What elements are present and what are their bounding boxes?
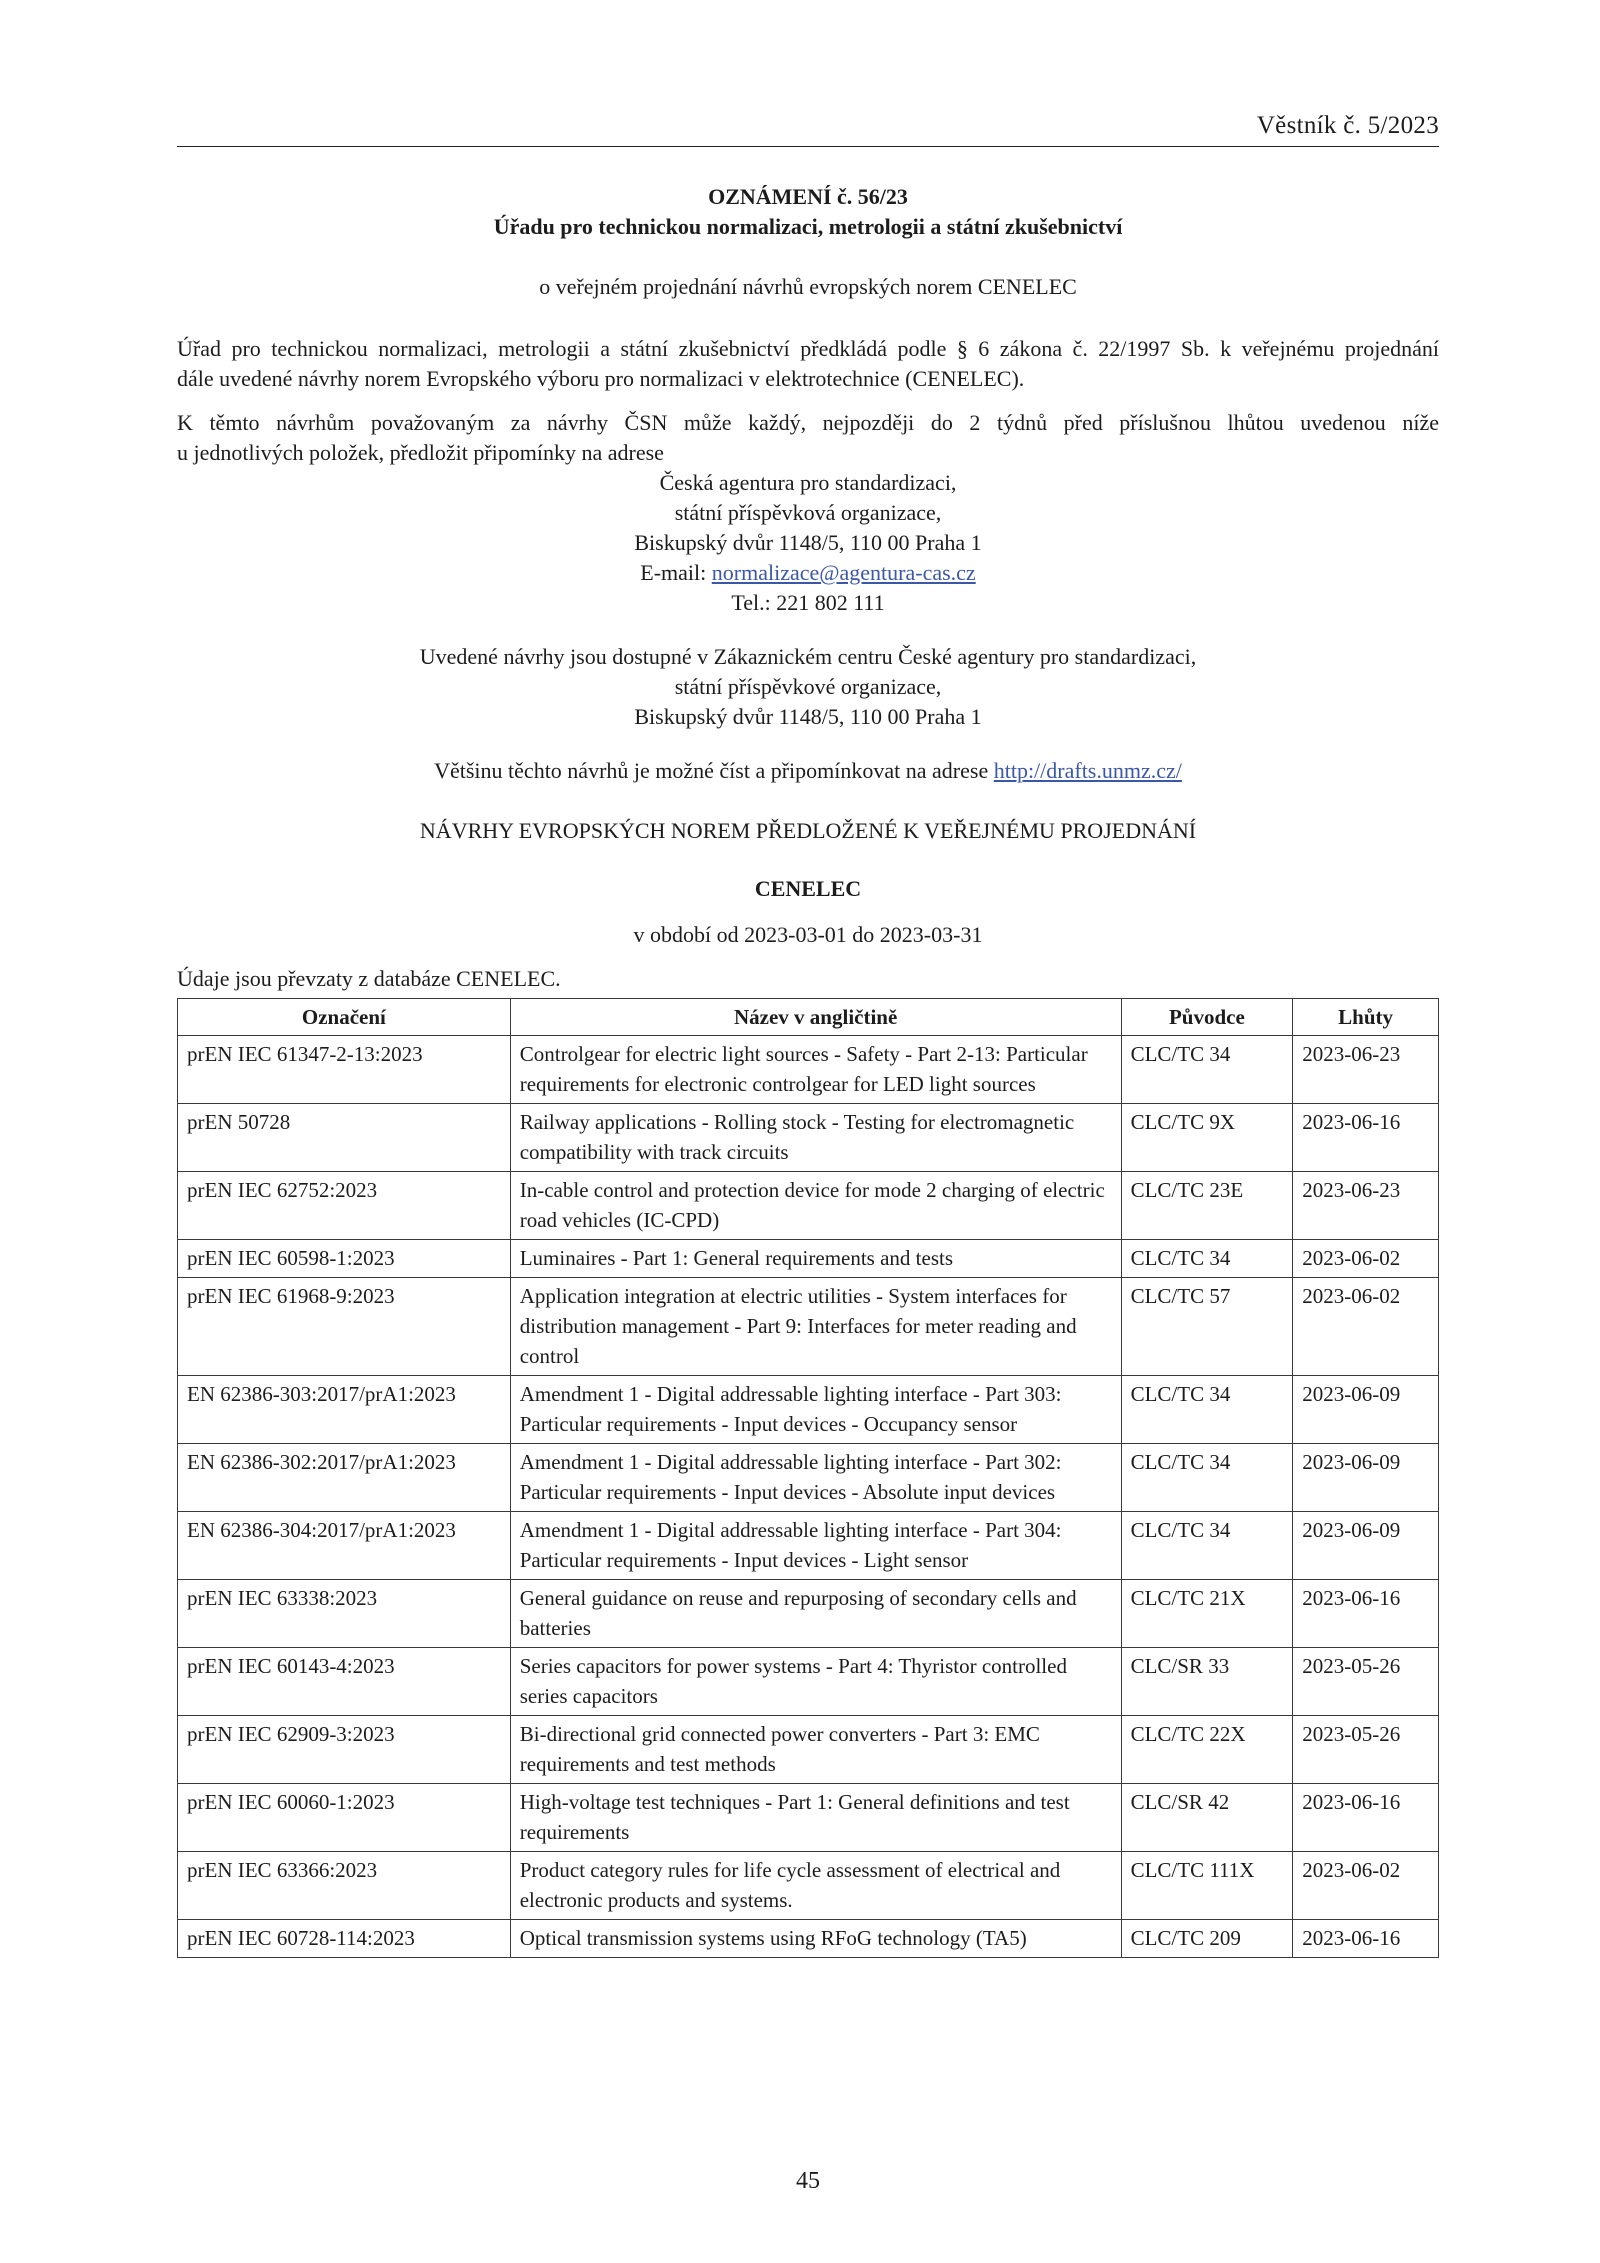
col-header-title: Název v angličtině [510, 999, 1121, 1036]
announcement-title: OZNÁMENÍ č. 56/23 [708, 184, 908, 209]
cell-id: prEN IEC 60598-1:2023 [178, 1240, 511, 1278]
cell-origin: CLC/SR 42 [1121, 1784, 1293, 1852]
online-drafts-line [177, 758, 1439, 784]
cell-title: Amendment 1 - Digital addressable lighting interface - Part 304: Particular requirements - Input devices - Light sensor [510, 1512, 1121, 1580]
cell-title: Controlgear for electric light sources - Safety - Part 2-13: Particular requirements for electronic controlgear for LED light sources [510, 1036, 1121, 1104]
col-header-origin: Původce [1121, 999, 1293, 1036]
table-row [178, 1444, 1439, 1512]
table-row [178, 1278, 1439, 1376]
cell-origin: CLC/TC 23E [1121, 1172, 1293, 1240]
cell-title: Optical transmission systems using RFoG technology (TA5) [510, 1920, 1121, 1958]
comments-line-1: K těmto návrhům považovaným za návrhy ČSN může každý, nejpozději do 2 týdnů před příslušnou lhůtou uvedenou níže [177, 410, 1439, 435]
table-row [178, 1648, 1439, 1716]
cell-deadline: 2023-06-16 [1293, 1104, 1439, 1172]
contact-address [177, 468, 1439, 618]
cell-deadline: 2023-06-09 [1293, 1376, 1439, 1444]
col-header-id: Označení [178, 999, 511, 1036]
table-row [178, 1376, 1439, 1444]
cell-deadline: 2023-06-16 [1293, 1920, 1439, 1958]
cell-origin: CLC/TC 34 [1121, 1512, 1293, 1580]
cell-deadline: 2023-05-26 [1293, 1648, 1439, 1716]
cell-id: prEN IEC 61968-9:2023 [178, 1278, 511, 1376]
section-org: CENELEC [754, 876, 862, 901]
address-org-2: státní příspěvková organizace, [674, 500, 942, 525]
cell-origin: CLC/TC 57 [1121, 1278, 1293, 1376]
table-row [178, 1036, 1439, 1104]
cell-deadline: 2023-06-16 [1293, 1784, 1439, 1852]
table-row [178, 1920, 1439, 1958]
cell-deadline: 2023-06-09 [1293, 1444, 1439, 1512]
table-row [178, 1512, 1439, 1580]
cell-origin: CLC/TC 21X [1121, 1580, 1293, 1648]
drafts-table [177, 998, 1439, 1958]
cell-title: Product category rules for life cycle assessment of electrical and electronic products and systems. [510, 1852, 1121, 1920]
cell-origin: CLC/TC 34 [1121, 1240, 1293, 1278]
cell-deadline: 2023-06-23 [1293, 1036, 1439, 1104]
intro-line-1: Úřad pro technickou normalizaci, metrologii a státní zkušebnictví předkládá podle § 6 zákona č. 22/1997 Sb. k veřejnému projednání [177, 336, 1439, 361]
cell-origin: CLC/TC 34 [1121, 1444, 1293, 1512]
table-row [178, 1852, 1439, 1920]
email-link[interactable]: normalizace@agentura-cas.cz [711, 560, 976, 585]
availability-block [177, 642, 1439, 732]
cell-id: prEN IEC 60143-4:2023 [178, 1648, 511, 1716]
cell-origin: CLC/SR 33 [1121, 1648, 1293, 1716]
cell-deadline: 2023-06-02 [1293, 1852, 1439, 1920]
table-row [178, 1580, 1439, 1648]
comments-line-2: u jednotlivých položek, předložit připomínky na adrese [177, 440, 664, 465]
cell-title: Amendment 1 - Digital addressable lighting interface - Part 302: Particular requirements - Input devices - Absolute input devices [510, 1444, 1121, 1512]
cell-id: prEN IEC 63366:2023 [178, 1852, 511, 1920]
availability-line-2: státní příspěvkové organizace, [674, 674, 942, 699]
page-number: 45 [796, 2168, 820, 2194]
section-period: v období od 2023-03-01 do 2023-03-31 [633, 922, 983, 947]
online-text: Většinu těchto návrhů je možné číst a připomínkovat na adrese [434, 758, 994, 783]
cell-id: prEN IEC 62752:2023 [178, 1172, 511, 1240]
cell-id: prEN IEC 61347-2-13:2023 [178, 1036, 511, 1104]
address-email-line [177, 558, 1439, 588]
drafts-link[interactable]: http://drafts.unmz.cz/ [993, 758, 1182, 783]
cell-title: Railway applications - Rolling stock - Testing for electromagnetic compatibility with track circuits [510, 1104, 1121, 1172]
cell-deadline: 2023-06-02 [1293, 1240, 1439, 1278]
cell-title: In-cable control and protection device for mode 2 charging of electric road vehicles (IC-CPD) [510, 1172, 1121, 1240]
intro-paragraph [177, 334, 1439, 394]
address-phone: Tel.: 221 802 111 [731, 590, 885, 615]
cell-id: EN 62386-302:2017/prA1:2023 [178, 1444, 511, 1512]
cell-title: Amendment 1 - Digital addressable lighting interface - Part 303: Particular requirements - Input devices - Occupancy sensor [510, 1376, 1121, 1444]
cell-origin: CLC/TC 9X [1121, 1104, 1293, 1172]
cell-id: prEN IEC 60060-1:2023 [178, 1784, 511, 1852]
section-heading: NÁVRHY EVROPSKÝCH NOREM PŘEDLOŽENÉ K VEŘEJNÉMU PROJEDNÁNÍ [419, 818, 1197, 843]
cell-title: Series capacitors for power systems - Part 4: Thyristor controlled series capacitors [510, 1648, 1121, 1716]
availability-line-3: Biskupský dvůr 1148/5, 110 00 Praha 1 [634, 704, 982, 729]
cell-title: General guidance on reuse and repurposing of secondary cells and batteries [510, 1580, 1121, 1648]
source-note: Údaje jsou převzaty z databáze CENELEC. [177, 966, 561, 991]
cell-title: High-voltage test techniques - Part 1: General definitions and test requirements [510, 1784, 1121, 1852]
cell-origin: CLC/TC 22X [1121, 1716, 1293, 1784]
table-row [178, 1240, 1439, 1278]
cell-origin: CLC/TC 34 [1121, 1036, 1293, 1104]
cell-deadline: 2023-06-23 [1293, 1172, 1439, 1240]
header-divider [177, 146, 1439, 147]
cell-deadline: 2023-06-16 [1293, 1580, 1439, 1648]
announcement-authority: Úřadu pro technickou normalizaci, metrologii a státní zkušebnictví [493, 214, 1123, 239]
cell-title: Application integration at electric utilities - System interfaces for distribution management - Part 9: Interfaces for meter reading and control [510, 1278, 1121, 1376]
cell-id: prEN IEC 63338:2023 [178, 1580, 511, 1648]
table-row [178, 1784, 1439, 1852]
comments-paragraph [177, 408, 1439, 468]
table-row [178, 1104, 1439, 1172]
address-street: Biskupský dvůr 1148/5, 110 00 Praha 1 [634, 530, 982, 555]
cell-title: Luminaires - Part 1: General requirements and tests [510, 1240, 1121, 1278]
cell-deadline: 2023-06-02 [1293, 1278, 1439, 1376]
cell-id: prEN IEC 62909-3:2023 [178, 1716, 511, 1784]
table-row [178, 1172, 1439, 1240]
table-header-row [178, 999, 1439, 1036]
cell-id: prEN IEC 60728-114:2023 [178, 1920, 511, 1958]
cell-id: prEN 50728 [178, 1104, 511, 1172]
cell-id: EN 62386-304:2017/prA1:2023 [178, 1512, 511, 1580]
availability-line-1: Uvedené návrhy jsou dostupné v Zákaznickém centru České agentury pro standardizaci, [419, 644, 1197, 669]
cell-deadline: 2023-05-26 [1293, 1716, 1439, 1784]
table-row [178, 1716, 1439, 1784]
email-label: E-mail: [640, 560, 712, 585]
cell-origin: CLC/TC 209 [1121, 1920, 1293, 1958]
intro-line-2: dále uvedené návrhy norem Evropského výboru pro normalizaci v elektrotechnice (CENELEC). [177, 366, 1025, 391]
col-header-deadline: Lhůty [1293, 999, 1439, 1036]
cell-title: Bi-directional grid connected power converters - Part 3: EMC requirements and test methods [510, 1716, 1121, 1784]
cell-id: EN 62386-303:2017/prA1:2023 [178, 1376, 511, 1444]
cell-origin: CLC/TC 111X [1121, 1852, 1293, 1920]
cell-origin: CLC/TC 34 [1121, 1376, 1293, 1444]
bulletin-header: Věstník č. 5/2023 [1256, 112, 1439, 139]
cell-deadline: 2023-06-09 [1293, 1512, 1439, 1580]
address-org-1: Česká agentura pro standardizaci, [659, 470, 957, 495]
announcement-subject: o veřejném projednání návrhů evropských norem CENELEC [539, 274, 1077, 299]
